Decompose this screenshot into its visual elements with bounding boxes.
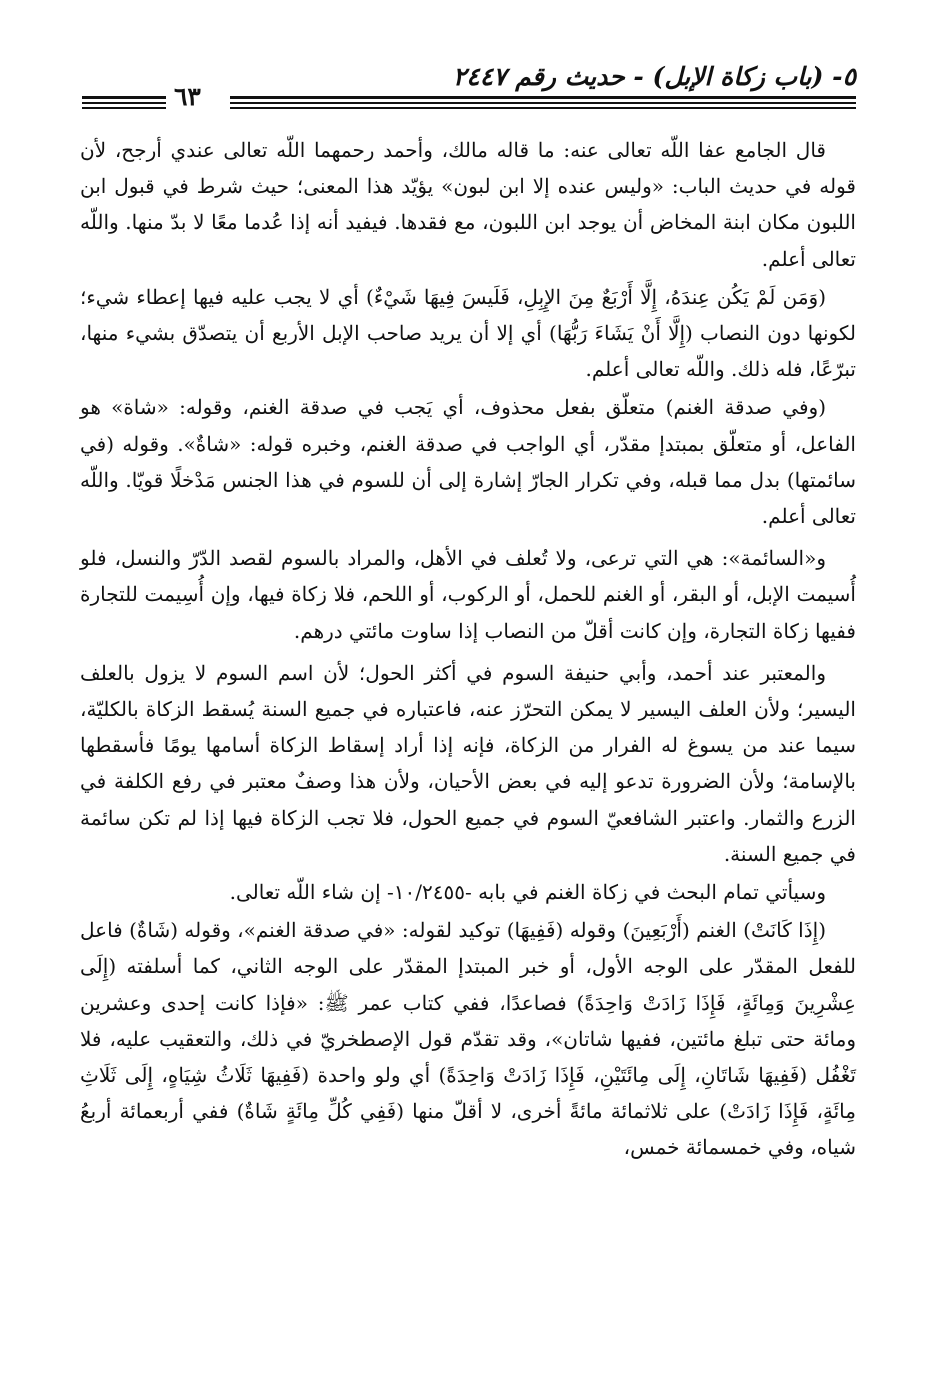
header-rule-left bbox=[82, 96, 166, 112]
paragraph-sheep-sadaqah: (وفي صدقة الغنم) متعلّق بفعل محذوف، أي يَجب في صدقة الغنم، وقوله: «شاة» هو الفاعل، أو متعلّق بمبتدإ مقدّر، أي الواجب في صدقة الغنم، وخبره قوله: «شاةٌ». وقوله (في سائمتها) بدل مما قبله، وفي تكرار الجارّ إشارة إلى أن للسوم في هذا الجنس مَدْخلًا قويّا. واللّه تعالى أعلم. bbox=[80, 395, 856, 529]
paragraph-saimah-definition: و«السائمة»: هي التي ترعى، ولا تُعلف في الأهل، والمراد بالسوم لقصد الدّرّ والنسل، فلو أُسيمت الإبل، أو البقر، أو الغنم للحمل، أو الركوب، أو اللحم، فلا زكاة فيها، وإن أُسِيمت للتجارة ففيها زكاة التجارة، وإن كانت أقلّ من النصاب إذا ساوت مائتي درهم. bbox=[80, 546, 856, 643]
paragraph-jami-opinion: قال الجامع عفا اللّه تعالى عنه: ما قاله مالك، وأحمد رحمهما اللّه تعالى عندي أرجح، لأن قوله في حديث الباب: «وليس عنده إلا ابن لبون» يؤيّد هذا المعنى؛ حيث شرط في قبول ابن اللبون مكان ابنة المخاض أن يوجد ابن اللبون، مع فقدها. فيفيد أنه إذا عُدما معًا لا بدّ منها. واللّه تعالى أعلم. bbox=[80, 138, 856, 271]
paragraph-cross-reference: وسيأتي تمام البحث في زكاة الغنم في بابه -١٠/٢٤٥٥- إن شاء اللّه تعالى. bbox=[229, 880, 826, 905]
page-body bbox=[80, 132, 856, 1168]
page-header bbox=[78, 58, 856, 118]
running-header-title: ٥- (باب زكاة الإبل) - حديث رقم ٢٤٤٧ bbox=[452, 62, 856, 91]
header-rule-right bbox=[230, 96, 856, 112]
paragraph-four-camels: (وَمَن لَمْ يَكُن عِندَهُ، إِلَّا أَرْبَعٌ مِنَ الإِبِلِ، فَلَيسَ فِيهَا شَيْءٌ) أي لا يجب عليه فيها إعطاء شيء؛ لكونها دون النصاب (إِلَّا أَنْ يَشَاءَ رَبُّهَا) أي إلا أن يريد صاحب الإبل الأربع أن يتصدّق بشيء منها، تبرّعًا، فله ذلك. واللّه تعالى أعلم. bbox=[80, 284, 856, 382]
paragraph-grazing-period: والمعتبر عند أحمد، وأبي حنيفة السوم في أكثر الحول؛ لأن اسم السوم لا يزول بالعلف اليسير؛ ولأن العلف اليسير لا يمكن التحرّز عنه، فاعتباره في جميع السنة يُسقط الزكاة بالكليّة، سيما عند من يسوغ له الفرار من الزكاة، فإنه إذا أراد إسقاط الزكاة أسامها يومًا فأسقطها بالإسامة؛ ولأن الضرورة تدعو إليه في بعض الأحيان، ولأن هذا وصفٌ معتبر في رفع الكلفة في الزرع والثمار. واعتبر الشافعيّ السوم في جميع الحول، فلا تجب الزكاة فيها إذا لم تكن سائمة في جميع السنة. bbox=[80, 660, 856, 866]
page-number: ٦٣ bbox=[174, 82, 201, 111]
paragraph-forty-sheep: (إِذَا كَانَتْ) الغنم (أَرْبَعِينَ) وقوله (فَفِيهَا) توكيد لقوله: «في صدقة الغنم»، وقوله (شَاةٌ) فاعل للفعل المقدّر على الوجه الأول، أو خبر المبتدإ المقدّر على الوجه الثاني، كما أسلفته (إِلَى عِشْرِينَ وَمِائَةٍ، فَإِذَا زَادَتْ وَاحِدَةً) فصاعدًا، ففي كتاب عمر ﷺ: «فإذا كانت إحدى وعشرين ومائة حتى تبلغ مائتين، ففيها شاتان»، وقد تقدّم قول الإصطخريّ في ذلك، والتعقيب عليه، فلا تَغْفُل (فَفِيهَا شَاتَانِ، إِلَى مِائَتَيْنِ، فَإِذَا زَادَتْ وَاحِدَةً) أي ولو واحدة (فَفِيهَا ثَلَاثُ شِيَاهٍ، إِلَى ثَلَاثِ مِائَةٍ، فَإِذَا زَادَتْ) على ثلاثمائة مائةً أخرى، لا أقلّ منها (فَفِي كُلِّ مِائَةٍ شَاةٌ) ففي أربعمائة أربعُ شياه، وفي خمسمائة خمس، bbox=[80, 918, 856, 1160]
